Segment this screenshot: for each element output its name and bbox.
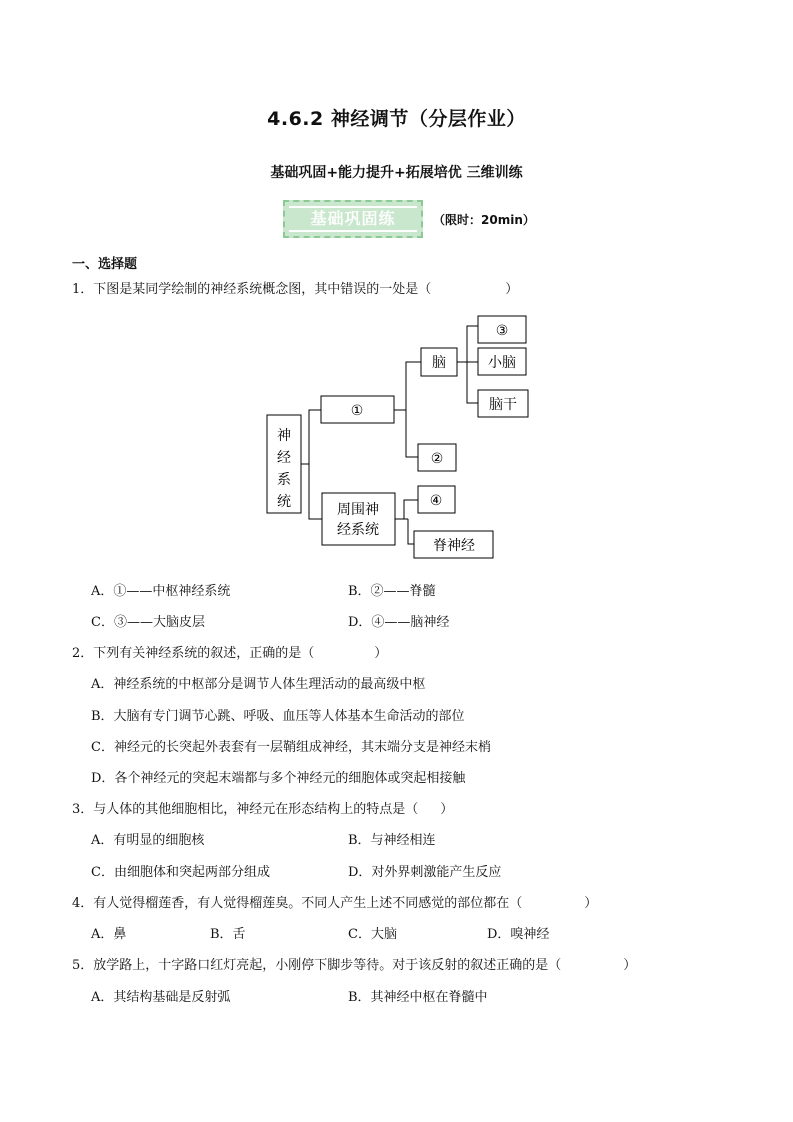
label-peripheral-2: 经系统: [337, 522, 379, 538]
root-char-1: 神: [277, 428, 291, 444]
option-5a: A．其结构基础是反射弧: [91, 990, 231, 1005]
option-5b: B．其神经中枢在脊髓中: [348, 990, 488, 1005]
option-3b: B．与神经相连: [348, 833, 436, 848]
root-char-4: 统: [277, 494, 291, 510]
question-stem: 5．放学路上，十字路口红灯亮起，小刚停下脚步等待。对于该反射的叙述正确的是（: [72, 958, 562, 973]
option-2a: A．神经系统的中枢部分是调节人体生理活动的最高级中枢: [91, 677, 426, 692]
connector: [408, 519, 414, 544]
option-1c: C．③——大脑皮层: [91, 615, 205, 630]
root-char-2: 经: [277, 450, 291, 466]
label-brainstem: 脑干: [489, 397, 517, 413]
label-spinal-nerve: 脊神经: [433, 538, 475, 554]
question-4: [72, 892, 597, 911]
page-title: 4.6.2 神经调节（分层作业）: [267, 108, 526, 130]
question-close: ）: [440, 802, 454, 817]
label-cranial: ④: [429, 493, 443, 509]
time-limit: （限时：20min）: [433, 213, 535, 227]
option-3c: C．由细胞体和突起两部分组成: [91, 865, 270, 880]
option-1a: A．①——中枢神经系统: [91, 584, 231, 599]
option-1d: D．④——脑神经: [348, 615, 450, 630]
question-2: [72, 642, 387, 661]
connector: [309, 410, 322, 519]
option-2b: B．大脑有专门调节心跳、呼吸、血压等人体基本生命活动的部位: [91, 709, 465, 724]
question-3: [72, 798, 453, 817]
label-cerebellum: 小脑: [488, 355, 516, 371]
label-brain: 脑: [432, 355, 446, 371]
option-2c: C．神经元的长突起外表套有一层鞘组成神经，其末端分支是神经末梢: [91, 740, 491, 755]
question-close: ）: [505, 282, 519, 297]
question-close: ）: [374, 646, 388, 661]
connector: [467, 326, 478, 403]
option-1b: B．②——脊髓: [348, 584, 436, 599]
option-3d: D．对外界刺激能产生反应: [348, 865, 502, 880]
label-spinal-cord: ②: [430, 451, 444, 467]
root-char-3: 系: [277, 472, 291, 488]
connector: [406, 362, 421, 457]
option-2d: D．各个神经元的突起末端都与多个神经元的细胞体或突起相接触: [91, 771, 466, 786]
question-stem: 4．有人觉得榴莲香，有人觉得榴莲臭。不同人产生上述不同感觉的部位都在（: [72, 896, 523, 911]
label-central: ①: [350, 403, 364, 419]
question-stem: 1．下图是某同学绘制的神经系统概念图，其中错误的一处是（: [72, 282, 432, 297]
question-5: [72, 954, 636, 973]
page-subtitle: 基础巩固+能力提升+拓展培优 三维训练: [270, 165, 523, 181]
option-4c: C．大脑: [348, 927, 397, 942]
badge-label: 基础巩固练: [310, 209, 396, 228]
question-close: ）: [584, 896, 598, 911]
section-heading: 一、选择题: [72, 257, 138, 272]
question-close: ）: [623, 958, 637, 973]
question-stem: 3．与人体的其他细胞相比，神经元在形态结构上的特点是（: [72, 802, 419, 817]
connector: [404, 500, 418, 519]
option-4b: B．舌: [210, 927, 246, 942]
question-stem: 2．下列有关神经系统的叙述，正确的是（: [72, 646, 315, 661]
option-4a: A．鼻: [91, 927, 127, 942]
option-3a: A．有明显的细胞核: [91, 833, 205, 848]
label-cerebrum: ③: [495, 323, 509, 339]
label-peripheral-1: 周围神: [337, 502, 379, 518]
option-4d: D．嗅神经: [487, 927, 550, 942]
